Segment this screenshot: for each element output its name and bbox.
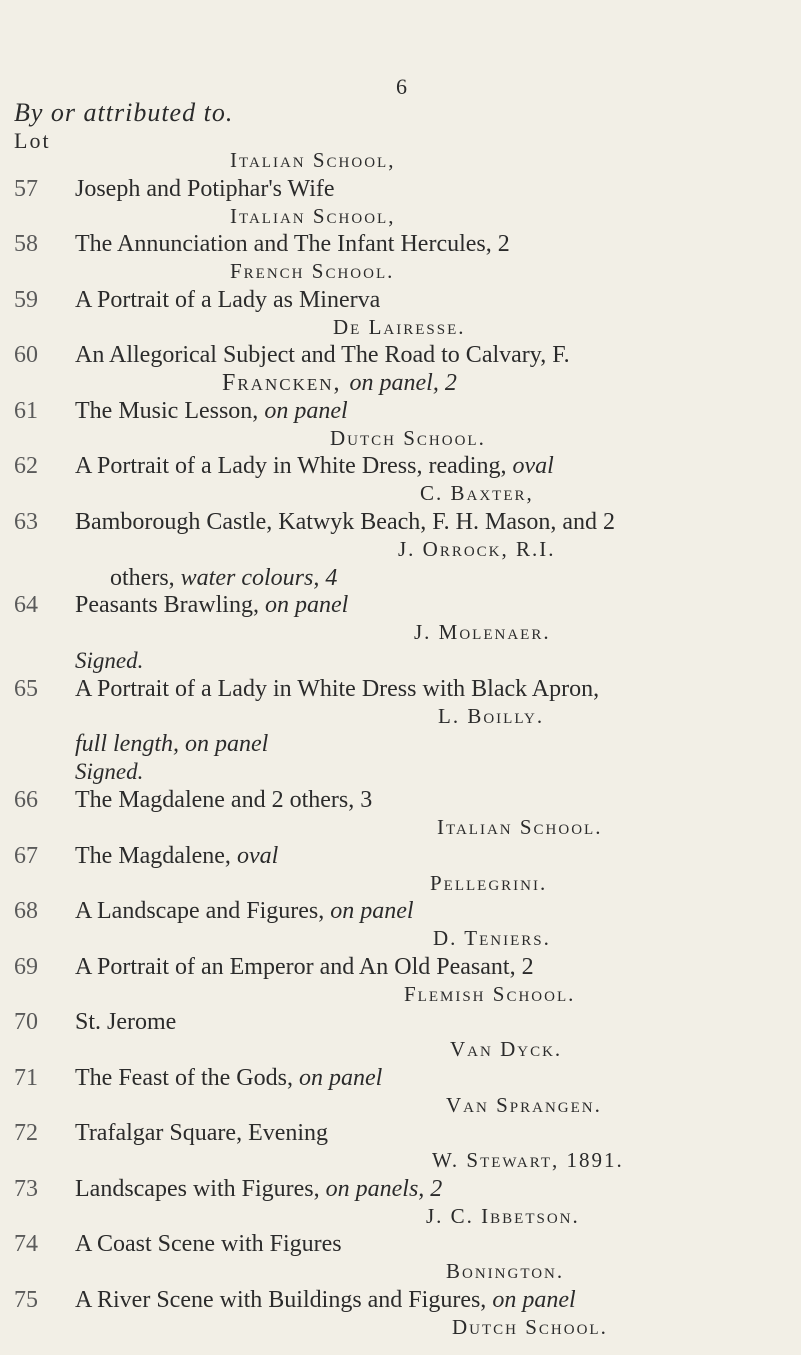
- lot-title: The Annunciation and The Infant Hercules, 2: [75, 231, 510, 257]
- lot-number: 61: [14, 398, 38, 424]
- lot-title: A Portrait of a Lady in White Dress with Black Apron,: [75, 676, 600, 702]
- lot-title: Peasants Brawling, on panel: [75, 592, 349, 618]
- lot-continuation: Francken, on panel, 2: [222, 370, 457, 396]
- lot-number: 60: [14, 342, 38, 368]
- signed-note: Signed.: [75, 759, 144, 784]
- lot-number: 59: [14, 287, 38, 313]
- lot-title: Bamborough Castle, Katwyk Beach, F. H. Mason, and 2: [75, 509, 615, 535]
- lot-number: 73: [14, 1176, 38, 1202]
- lot-title: Joseph and Potiphar's Wife: [75, 176, 335, 202]
- lot-title: A Portrait of an Emperor and An Old Peasant, 2: [75, 954, 534, 980]
- lot-number: 63: [14, 509, 38, 535]
- artist-attribution: J. Orrock, R.I.: [398, 537, 556, 561]
- page-number: 6: [396, 74, 407, 99]
- lot-number: 74: [14, 1231, 38, 1257]
- artist-attribution: Italian School,: [230, 204, 396, 228]
- lot-title: The Magdalene, oval: [75, 843, 279, 869]
- lot-number: 58: [14, 231, 38, 257]
- lot-title: Trafalgar Square, Evening: [75, 1120, 329, 1146]
- lot-number: 75: [14, 1287, 38, 1313]
- lot-number: 72: [14, 1120, 38, 1146]
- artist-attribution: Flemish School.: [404, 982, 576, 1006]
- artist-attribution: J. C. Ibbetson.: [426, 1204, 580, 1228]
- artist-attribution: Pellegrini.: [430, 871, 548, 895]
- lot-continuation: full length, on panel: [75, 731, 269, 757]
- lot-title: Landscapes with Figures, on panels, 2: [75, 1176, 443, 1202]
- lot-title: The Music Lesson, on panel: [75, 398, 348, 424]
- lot-number: 69: [14, 954, 38, 980]
- artist-attribution: Italian School,: [230, 148, 396, 172]
- lot-number: 66: [14, 787, 38, 813]
- lot-title: A Landscape and Figures, on panel: [75, 898, 414, 924]
- artist-attribution: De Lairesse.: [333, 315, 466, 339]
- artist-attribution: Italian School.: [437, 815, 603, 839]
- lot-title: St. Jerome: [75, 1009, 177, 1035]
- artist-attribution: French School.: [230, 259, 395, 283]
- lot-title: The Magdalene and 2 others, 3: [75, 787, 373, 813]
- lot-number: 65: [14, 676, 38, 702]
- lot-number: 57: [14, 176, 38, 202]
- lot-column-label: Lot: [14, 128, 51, 153]
- artist-attribution: C. Baxter,: [420, 481, 534, 505]
- signed-note: Signed.: [75, 648, 144, 673]
- page-heading: By or attributed to.: [14, 98, 234, 127]
- lot-number: 68: [14, 898, 38, 924]
- artist-attribution: Dutch School.: [330, 426, 486, 450]
- lot-title: An Allegorical Subject and The Road to Calvary, F.: [75, 342, 570, 368]
- lot-title: A Portrait of a Lady in White Dress, reading, oval: [75, 453, 554, 479]
- lot-title: A Coast Scene with Figures: [75, 1231, 342, 1257]
- artist-attribution: W. Stewart, 1891.: [432, 1148, 624, 1172]
- lot-title: A River Scene with Buildings and Figures, on panel: [75, 1287, 576, 1313]
- artist-attribution: Van Sprangen.: [446, 1093, 602, 1117]
- lot-title: A Portrait of a Lady as Minerva: [75, 287, 381, 313]
- lot-continuation: others, water colours, 4: [110, 565, 338, 591]
- artist-attribution: D. Teniers.: [433, 926, 551, 950]
- artist-attribution: Van Dyck.: [450, 1037, 563, 1061]
- artist-attribution: Bonington.: [446, 1259, 565, 1283]
- lot-title: The Feast of the Gods, on panel: [75, 1065, 383, 1091]
- lot-number: 67: [14, 843, 38, 869]
- lot-number: 71: [14, 1065, 38, 1091]
- lot-number: 70: [14, 1009, 38, 1035]
- artist-attribution: Dutch School.: [452, 1315, 608, 1339]
- artist-attribution: J. Molenaer.: [414, 620, 551, 644]
- artist-attribution: L. Boilly.: [438, 704, 545, 728]
- lot-number: 64: [14, 592, 38, 618]
- lot-number: 62: [14, 453, 38, 479]
